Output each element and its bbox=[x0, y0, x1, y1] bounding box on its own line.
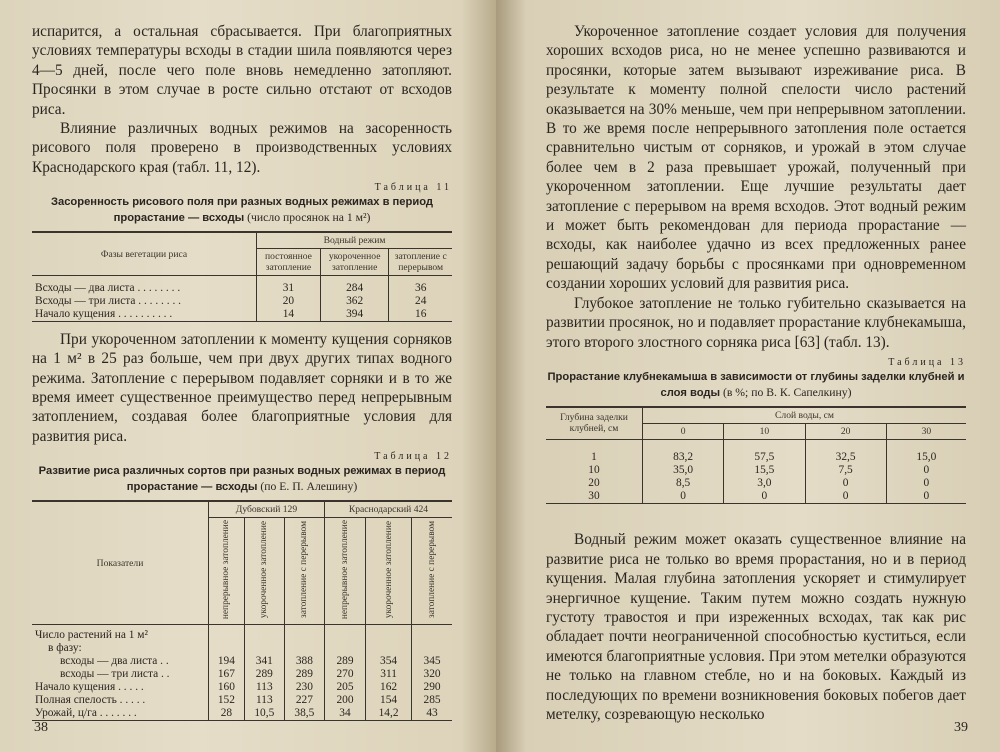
table-11-row-label: Всходы — три листа . . . . . . . . bbox=[35, 294, 181, 307]
table-12-group-label: в фазу: bbox=[48, 642, 82, 655]
table-11-row-label: Всходы — два листа . . . . . . . . bbox=[35, 281, 181, 294]
table-13-cell: 8,5 bbox=[643, 477, 724, 490]
table-13-cell: 15,5 bbox=[724, 464, 805, 477]
table-13-cell: 0 bbox=[805, 477, 886, 490]
table-12-row-label: всходы — три листа . . bbox=[60, 668, 170, 681]
table-11-col-1: постоянное затопление bbox=[257, 249, 321, 276]
table-row bbox=[32, 282, 452, 295]
table-12-sub-header: непрерывное затопление bbox=[221, 520, 232, 620]
table-12-cell: 311 bbox=[366, 668, 412, 681]
left-paragraph-2: Влияние различных водных режимов на засоренность рисового поля проверено в производственных условиях Краснодарского края (табл. 11, 12). bbox=[32, 120, 452, 176]
table-11-cell: 20 bbox=[257, 295, 321, 308]
table-12-sub-header: укороченное затопление bbox=[259, 521, 270, 619]
table-13-col: 0 bbox=[643, 423, 724, 439]
table-13-col: 20 bbox=[805, 423, 886, 439]
table-13-cell: 35,0 bbox=[643, 464, 724, 477]
table-13-depth: 1 bbox=[591, 451, 597, 464]
right-page-number: 39 bbox=[954, 720, 968, 735]
table-12-cell: 113 bbox=[244, 681, 284, 694]
table-row bbox=[546, 490, 966, 504]
table-12 bbox=[32, 500, 452, 721]
table-12-variety-1: Дубовский 129 bbox=[209, 501, 325, 518]
table-13-cell: 0 bbox=[886, 464, 966, 477]
table-12-variety-2: Краснодарский 424 bbox=[324, 501, 452, 518]
table-12-cell: 227 bbox=[284, 694, 324, 707]
table-13-cell: 57,5 bbox=[724, 451, 805, 464]
table-12-cell: 160 bbox=[209, 681, 245, 694]
table-12-cell: 230 bbox=[284, 681, 324, 694]
table-13-stub-header: Глубина заделки клубней, см bbox=[560, 412, 628, 435]
table-11-stub-header: Фазы вегетации риса bbox=[100, 248, 188, 260]
table-11-col-3: затопление с перерывом bbox=[389, 249, 452, 276]
table-12-cell: 167 bbox=[209, 668, 245, 681]
table-12-caption bbox=[32, 463, 452, 495]
table-12-cell: 38,5 bbox=[284, 707, 324, 721]
table-13-col: 30 bbox=[886, 423, 966, 439]
table-13-cell: 0 bbox=[643, 490, 724, 504]
table-row bbox=[32, 707, 452, 721]
table-12-number: Таблица 12 bbox=[374, 451, 452, 463]
left-page bbox=[0, 0, 496, 752]
table-13-cell: 15,0 bbox=[886, 451, 966, 464]
table-12-cell: 270 bbox=[324, 668, 365, 681]
right-paragraph-1: Укороченное затопление создает условия для получения хороших всходов риса, но не менее успешно развиваются и просянки, которые затем вызывают изреживание риса. В результате к моменту полной спелости число растений оказывается на 30% меньше, чем при непрерывном затоплении. В то же время после непрерывного затопления поле остается сравнительно чистым от сорняков, и урожай в этом случае более чем в 2 раза превышает урожай, полученный при укороченном затоплении. Еще лучшие результаты дает затопление с перерывом на время всходов. Этот водный режим и может быть рекомендован для периода прорастание — всходы, как наиболее удачно из всех предложенных ранее решающий задачу борьбы с просянками при одновременном создании хороших условий для развития риса. bbox=[546, 23, 966, 293]
table-11-row-label: Начало кущения . . . . . . . . . . bbox=[35, 307, 173, 320]
table-row bbox=[546, 477, 966, 490]
table-12-group-label: Число растений на 1 м² bbox=[35, 629, 148, 642]
table-12-row-label: всходы — два листа . . bbox=[60, 655, 169, 668]
table-13-cell: 32,5 bbox=[805, 451, 886, 464]
table-12-cell: 154 bbox=[366, 694, 412, 707]
table-12-cell: 34 bbox=[324, 707, 365, 721]
table-row bbox=[32, 295, 452, 308]
table-row bbox=[32, 694, 452, 707]
left-paragraph-3: При укороченном затоплении к моменту кущения сорняков на 1 м² в 25 раз больше, чем при двух других типах водного режима. Затопление с перерывом подавляет сорняки и в то же время имеет существенное преимущество перед непрерывным затоплением, создавая более благоприятные условия для развития риса. bbox=[32, 330, 452, 445]
table-13-cell: 0 bbox=[724, 490, 805, 504]
table-12-cell: 345 bbox=[412, 655, 452, 668]
table-13-cell: 0 bbox=[805, 490, 886, 504]
table-11-group-header: Водный режим bbox=[257, 232, 453, 249]
table-11-cell: 16 bbox=[389, 308, 452, 322]
table-12-sub-header: укороченное затопление bbox=[383, 521, 394, 619]
table-13-caption bbox=[546, 369, 966, 401]
table-12-cell: 354 bbox=[366, 655, 412, 668]
table-11-cell: 36 bbox=[389, 282, 452, 295]
table-13-col: 10 bbox=[724, 423, 805, 439]
table-13-depth: 20 bbox=[588, 477, 600, 490]
table-12-cell: 341 bbox=[244, 655, 284, 668]
table-12-cell: 388 bbox=[284, 655, 324, 668]
table-12-cell: 200 bbox=[324, 694, 365, 707]
left-paragraph-1: испарится, а остальная сбрасывается. При благоприятных условиях температуры всходы в стадии шила появляются через 4—5 дней, после чего поле вновь немедленно затопляют. Просянки в этом случае в росте сильно отстают от всходов риса. bbox=[32, 23, 452, 118]
table-13-number: Таблица 13 bbox=[888, 356, 966, 368]
table-13-group-header: Слой воды, см bbox=[643, 407, 967, 424]
table-11-cell: 284 bbox=[320, 282, 389, 295]
right-paragraph-2: Глубокое затопление не только губительно сказывается на развитии просянок, но и подавляет прорастание клубнекамыша, этого второго злостного сорняка риса [63] (табл. 13). bbox=[546, 294, 966, 351]
table-row bbox=[546, 451, 966, 464]
table-12-cell: 289 bbox=[324, 655, 365, 668]
table-13-depth: 10 bbox=[588, 464, 600, 477]
table-11-cell: 31 bbox=[257, 282, 321, 295]
table-row bbox=[32, 668, 452, 681]
table-12-cell: 14,2 bbox=[366, 707, 412, 721]
right-text-column bbox=[546, 22, 966, 724]
table-11-number: Таблица 11 bbox=[374, 182, 452, 194]
table-row bbox=[32, 655, 452, 668]
table-13-cell: 3,0 bbox=[724, 477, 805, 490]
table-11-cell: 14 bbox=[257, 308, 321, 322]
table-12-cell: 289 bbox=[244, 668, 284, 681]
table-12-cell: 290 bbox=[412, 681, 452, 694]
table-11-cell: 24 bbox=[389, 295, 452, 308]
table-13-cell: 0 bbox=[886, 490, 966, 504]
table-12-cell: 43 bbox=[412, 707, 452, 721]
table-11-cell: 394 bbox=[320, 308, 389, 322]
table-11-subtitle: (число просянок на 1 м²) bbox=[247, 211, 371, 225]
table-12-cell: 194 bbox=[209, 655, 245, 668]
right-page bbox=[496, 0, 1000, 752]
table-13-title: Прорастание клубнекамыша в зависимости от глубины заделки клубней и слоя воды bbox=[547, 370, 965, 399]
left-text-column bbox=[32, 22, 452, 721]
table-12-cell: 285 bbox=[412, 694, 452, 707]
table-11-caption bbox=[32, 194, 452, 226]
table-12-row-label: Полная спелость . . . . . bbox=[35, 694, 146, 707]
table-12-cell: 10,5 bbox=[244, 707, 284, 721]
table-12-subtitle: (по Е. П. Алешину) bbox=[260, 480, 358, 494]
table-12-sub-header: затопление с перерывом bbox=[299, 521, 310, 619]
table-12-sub-header: непрерывное затопление bbox=[339, 520, 350, 620]
table-row bbox=[546, 464, 966, 477]
table-13-depth: 30 bbox=[588, 490, 600, 503]
table-13-cell: 7,5 bbox=[805, 464, 886, 477]
table-12-row-label: Начало кущения . . . . . bbox=[35, 681, 144, 694]
table-12-cell: 289 bbox=[284, 668, 324, 681]
table-12-cell: 152 bbox=[209, 694, 245, 707]
table-12-stub-header: Показатели bbox=[96, 557, 144, 569]
table-13 bbox=[546, 406, 966, 505]
table-12-row-label: Урожай, ц/га . . . . . . . bbox=[35, 707, 137, 720]
table-row bbox=[32, 681, 452, 694]
table-12-cell: 113 bbox=[244, 694, 284, 707]
table-13-subtitle: (в %; по В. К. Сапелкину) bbox=[722, 385, 852, 399]
table-12-sub-header: затопление с перерывом bbox=[427, 521, 438, 619]
right-paragraph-3: Водный режим может оказать существенное влияние на развитие риса не только во время прорастания, но и в период кущения. Малая глубина затопления ускоряет и стимулирует энергичное кущение. Таким путем можно создать нужную густоту травостоя и при изреженных всходах, так как рис обладает почти неограниченной способностью куститься, если имеются благоприятные условия. При этом метелки образуются не только на главном стебле, но и на боковых. Каждый из последующих по времени возникновения боковых побегов дает метелку, созревающую несколько bbox=[546, 531, 966, 724]
table-row bbox=[32, 308, 452, 322]
table-11-cell: 362 bbox=[320, 295, 389, 308]
table-12-cell: 320 bbox=[412, 668, 452, 681]
table-12-cell: 28 bbox=[209, 707, 245, 721]
table-11 bbox=[32, 231, 452, 322]
table-11-col-2: укороченное затопление bbox=[320, 249, 389, 276]
table-12-title: Развитие риса различных сортов при разных водных режимах в период прорастание — всходы bbox=[38, 465, 446, 494]
table-13-cell: 83,2 bbox=[643, 451, 724, 464]
left-page-number: 38 bbox=[34, 720, 48, 735]
table-12-cell: 205 bbox=[324, 681, 365, 694]
table-12-cell: 162 bbox=[366, 681, 412, 694]
table-13-cell: 0 bbox=[886, 477, 966, 490]
table-11-title: Засоренность рисового поля при разных водных режимах в период прорастание — всходы bbox=[50, 196, 434, 225]
